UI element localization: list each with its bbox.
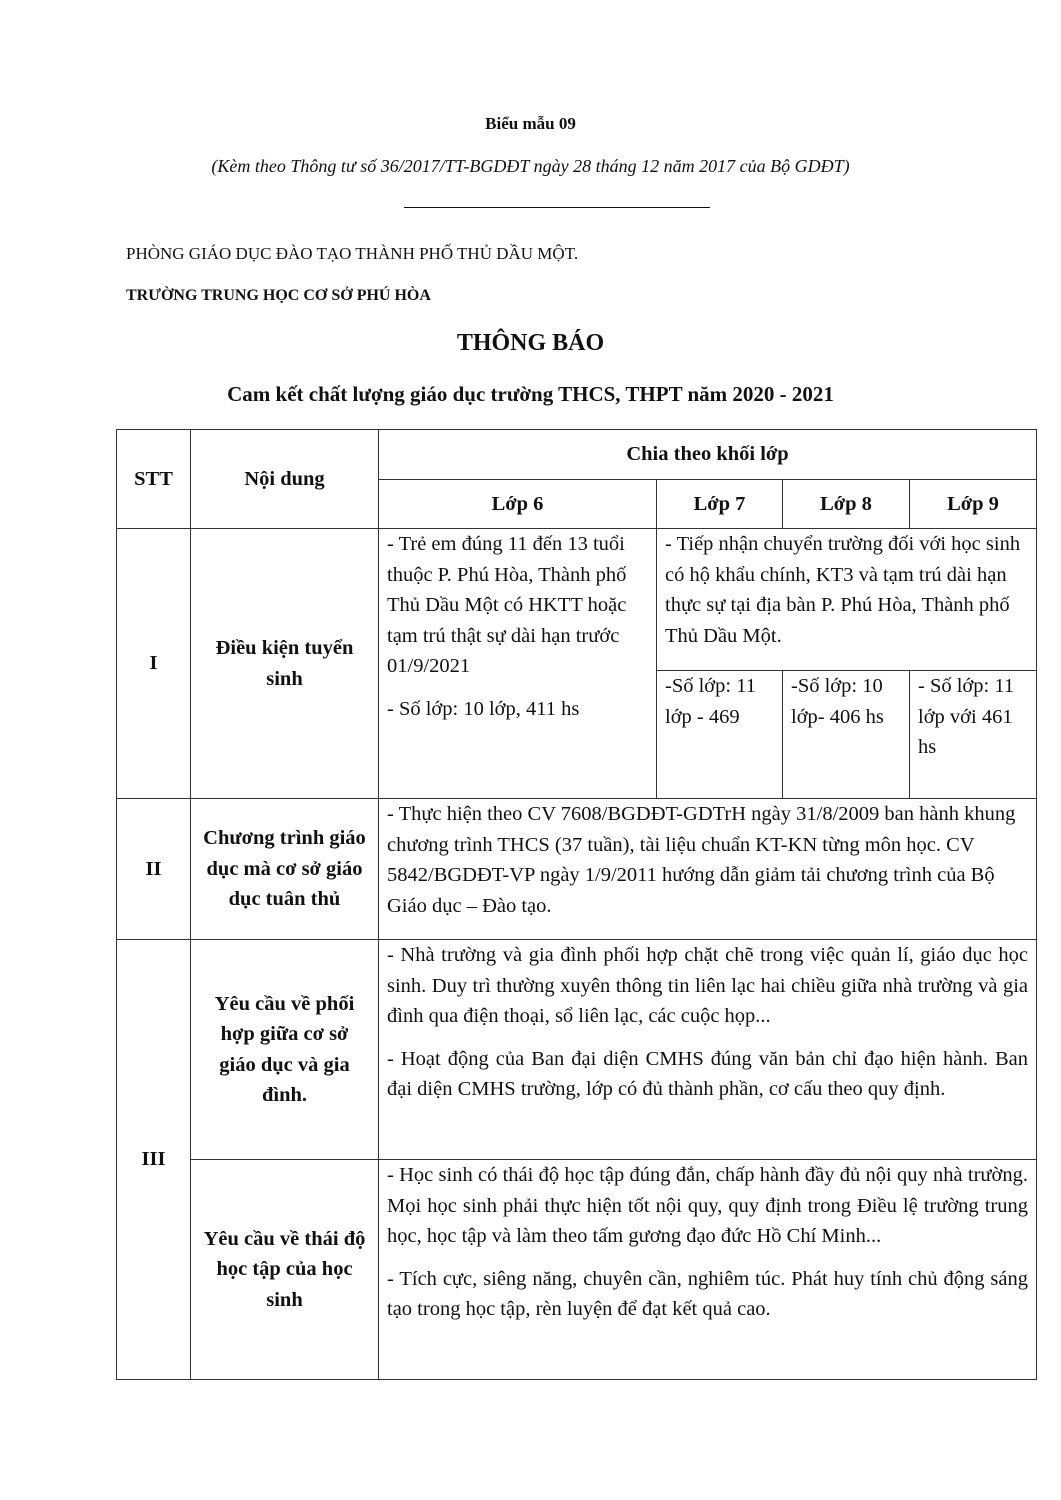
row-3b-text (379, 1160, 1037, 1380)
row-2-text: - Thực hiện theo CV 7608/BGDĐT-GDTrH ngày 31/8/2009 ban hành khung chương trình THCS (37 tuần), tài liệu chuẩn KT-KN từng môn học. CV 5842/BGDĐT-VP ngày 1/9/2011 hướng dẫn giảm tải chương trình của Bộ Giáo dục – Đào tạo. (379, 799, 1037, 940)
header-grade-8: Lớp 8 (783, 480, 910, 529)
header-content: Nội dung (191, 430, 379, 529)
row-2-content: Chương trình giáo dục mà cơ sở giáo dục tuân thủ (191, 799, 379, 940)
row-3-stt: III (117, 940, 191, 1380)
grade-789-conditions: - Tiếp nhận chuyển trường đối với học sinh có hộ khẩu chính, KT3 và tạm trú dài hạn thực sự tại địa bàn P. Phú Hòa, Thành phố Thủ Dầu Một. (657, 529, 1037, 671)
row-1-content: Điều kiện tuyển sinh (191, 529, 379, 799)
header-grade-7: Lớp 7 (657, 480, 783, 529)
row-3a-paragraph-1: - Nhà trường và gia đình phối hợp chặt chẽ trong việc quản lí, giáo dục học sinh. Duy trì thường xuyên thông tin liên lạc hai chiều giữa nhà trường và gia đình qua điện thoại, sổ liên lạc, các cuộc họp... (387, 944, 1028, 1027)
notice-title: THÔNG BÁO (456, 330, 605, 356)
row-1-grade-6 (379, 529, 657, 799)
grade-9-classes: - Số lớp: 11 lớp với 461 hs (910, 671, 1037, 799)
row-3b-paragraph-1: - Học sinh có thái độ học tập đúng đắn, chấp hành đầy đủ nội quy nhà trường. Mọi học sinh phải thực hiện tốt nội quy, quy định trong Điều lệ trường trung học, học tập và làm theo tấm gương đạo đức Hồ Chí Minh... (387, 1164, 1028, 1247)
commitment-table (116, 429, 1037, 1380)
grade-6-classes: - Số lớp: 10 lớp, 411 hs (387, 697, 580, 720)
school-name: TRƯỜNG TRUNG HỌC CƠ SỞ PHÚ HÒA (126, 287, 431, 304)
grade-6-conditions: - Trẻ em đúng 11 đến 13 tuổi thuộc P. Phú Hòa, Thành phố Thủ Dầu Một có HKTT hoặc tạm trú thật sự dài hạn trước 01/9/2021 (387, 533, 627, 677)
header-stt: STT (117, 430, 191, 529)
row-3b-content: Yêu cầu về thái độ học tập của học sinh (191, 1160, 379, 1380)
row-3a-text (379, 940, 1037, 1160)
grade-7-classes: -Số lớp: 11 lớp - 469 (657, 671, 783, 799)
row-2-stt: II (117, 799, 191, 940)
row-3a-paragraph-2: - Hoạt động của Ban đại diện CMHS đúng văn bản chỉ đạo hiện hành. Ban đại diện CMHS trường, lớp có đủ thành phần, cơ cấu theo quy định. (387, 1047, 1028, 1100)
header-grade-6: Lớp 6 (379, 480, 657, 529)
notice-subtitle: Cam kết chất lượng giáo dục trường THCS, THPT năm 2020 - 2021 (227, 382, 834, 406)
form-title: Biểu mẫu 09 (485, 114, 576, 133)
row-3a-content: Yêu cầu về phối hợp giữa cơ sở giáo dục và gia đình. (191, 940, 379, 1160)
header-divider (404, 207, 710, 208)
row-1-stt: I (117, 529, 191, 799)
header-grade-group: Chia theo khối lớp (379, 430, 1037, 480)
grade-8-classes: -Số lớp: 10 lớp- 406 hs (783, 671, 910, 799)
row-3b-paragraph-2: - Tích cực, siêng năng, chuyên cần, nghiêm túc. Phát huy tính chủ động sáng tạo trong học tập, rèn luyện để đạt kết quả cao. (387, 1267, 1028, 1320)
department-name: PHÒNG GIÁO DỤC ĐÀO TẠO THÀNH PHỐ THỦ DẦU MỘT. (126, 244, 579, 263)
header-grade-9: Lớp 9 (910, 480, 1037, 529)
form-subtitle: (Kèm theo Thông tư số 36/2017/TT-BGDĐT ngày 28 tháng 12 năm 2017 của Bộ GDĐT) (211, 156, 850, 176)
